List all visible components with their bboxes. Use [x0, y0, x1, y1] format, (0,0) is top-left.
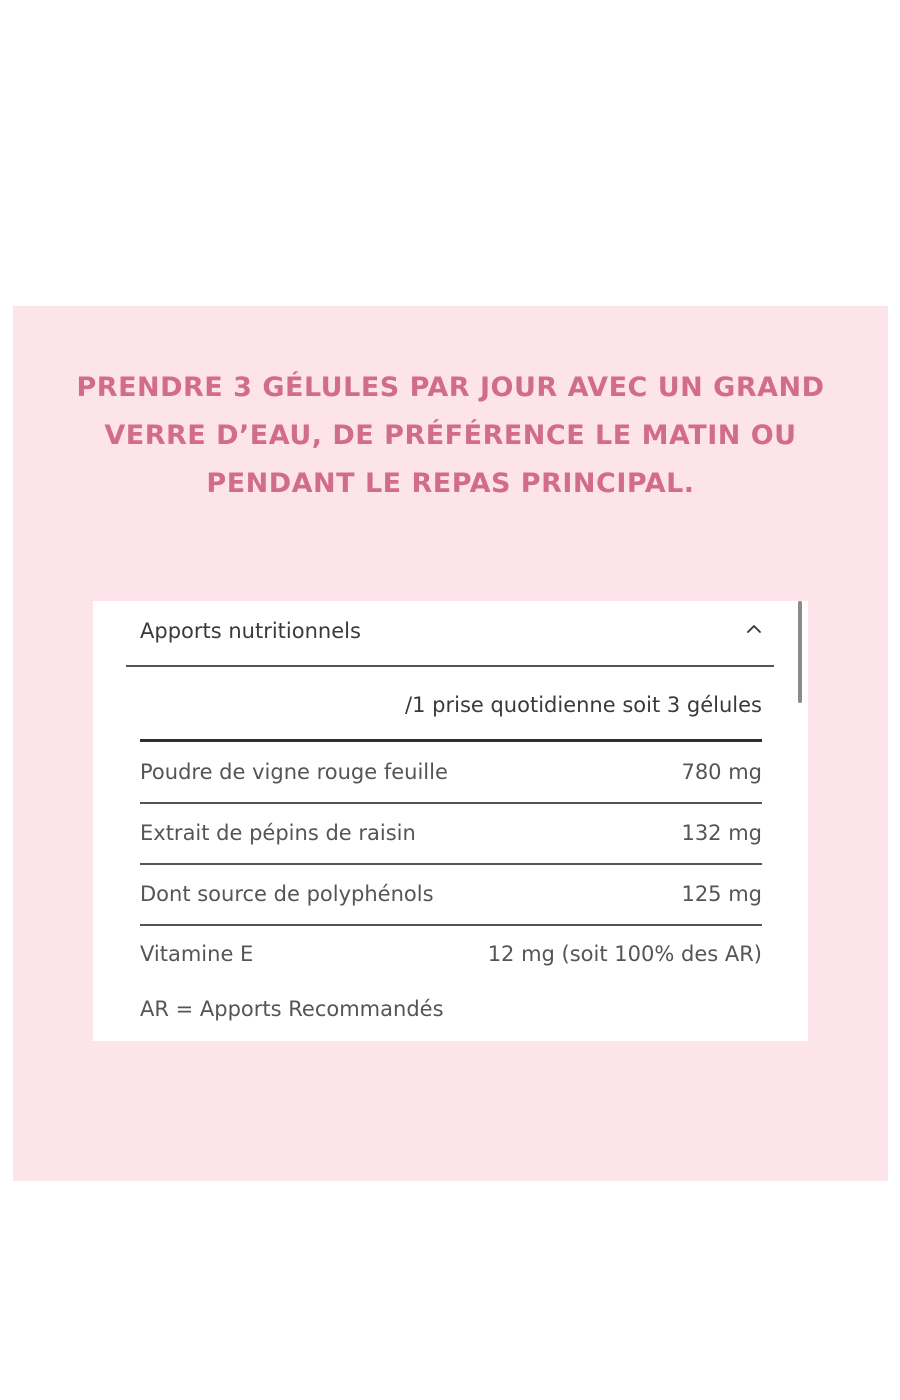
nutrition-facts-card	[93, 601, 808, 1041]
nutrition-row	[140, 924, 762, 984]
nutrition-row	[140, 803, 762, 865]
nutrient-name: Dont source de polyphénols	[140, 882, 434, 906]
footnote: AR = Apports Recommandés	[140, 997, 444, 1021]
nutrient-amount: 12 mg (soit 100% des AR)	[487, 942, 762, 966]
chevron-up-icon[interactable]	[746, 621, 762, 637]
usage-instructions	[53, 364, 848, 508]
nutrient-amount: 780 mg	[681, 760, 762, 784]
nutrition-row	[140, 742, 762, 804]
usage-instructions-line-2: VERRE D’EAU, DE PRÉFÉRENCE LE MATIN OU	[104, 420, 797, 451]
daily-dose-note: /1 prise quotidienne soit 3 gélules	[405, 693, 762, 717]
nutrition-row	[140, 864, 762, 926]
nutrition-accordion-header[interactable]	[126, 601, 774, 667]
scrollbar-thumb[interactable]	[798, 601, 802, 703]
product-usage-section	[13, 306, 888, 1181]
nutrient-amount: 132 mg	[681, 821, 762, 845]
nutrient-name: Vitamine E	[140, 942, 254, 966]
nutrient-name: Extrait de pépins de raisin	[140, 821, 416, 845]
usage-instructions-line-3: PENDANT LE REPAS PRINCIPAL.	[206, 468, 695, 499]
nutrition-accordion-title: Apports nutritionnels	[140, 619, 361, 643]
usage-instructions-line-1: PRENDRE 3 GÉLULES PAR JOUR AVEC UN GRAND	[76, 372, 825, 403]
nutrient-name: Poudre de vigne rouge feuille	[140, 760, 448, 784]
nutrient-amount: 125 mg	[681, 882, 762, 906]
